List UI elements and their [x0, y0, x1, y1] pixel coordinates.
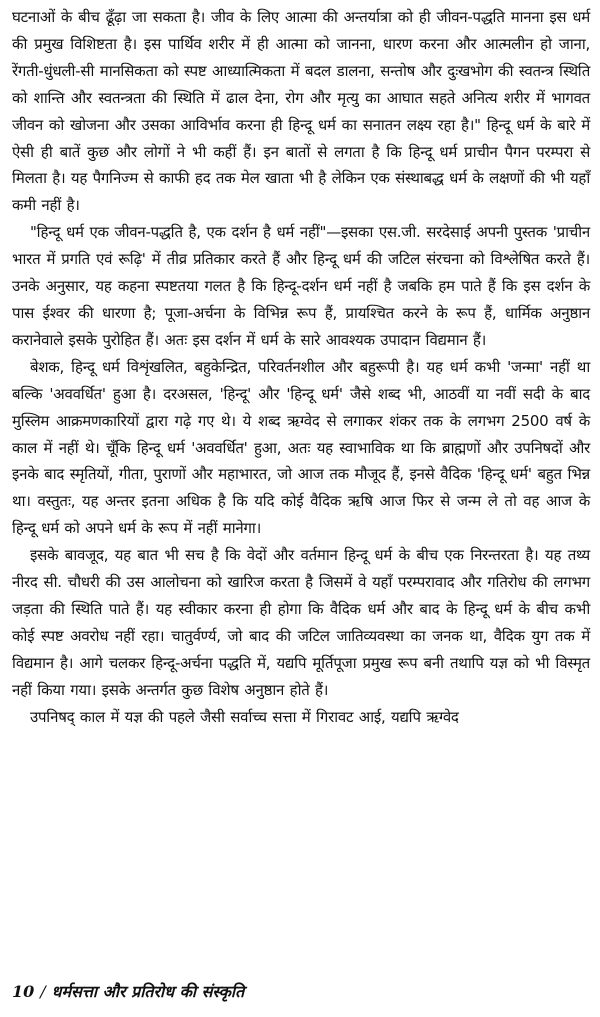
paragraph-2: "हिन्दू धर्म एक जीवन-पद्धति है, एक दर्शन है धर्म नहीं"—इसका एस.जी. सरदेसाई अपनी पुस्तक 'प्राचीन भारत में प्रगति एवं रूढ़ि' में तीव्र प्रतिकार करते हैं और हिन्दू धर्म की जटिल संरचना को विश्लेषित करते हैं। उनके अनुसार, यह कहना स्पष्टतया गलत है कि हिन्दू-दर्शन धर्म नहीं है जबकि हम पाते हैं कि इस दर्शन के पास ईश्वर की धारणा है; पूजा-अर्चना के विभिन्न रूप हैं, प्रायश्चित करने के रूप हैं, धार्मिक अनुष्ठान करानेवाले इसके पुरोहित हैं। अतः इस दर्शन में धर्म के सारे आवश्यक उपादान विद्यमान हैं।: [12, 223, 590, 349]
paragraph-1: घटनाओं के बीच ढूँढ़ा जा सकता है। जीव के लिए आत्मा की अन्तर्यात्रा को ही जीवन-पद्धति मानना इस धर्म की प्रमुख विशिष्टता है। इस पार्थिव शरीर में ही आत्मा को जानना, धारण करना और आत्मलीन हो जाना, रेंगती-धुंधली-सी मानसिकता को स्पष्ट आध्यात्मिकता में बदल डालना, सन्तोष और दुःखभोग की स्वतन्त्र स्थिति को शान्ति और स्वतन्त्रता की स्थिति में ढाल देना, रोग और मृत्यु का आघात सहते अनित्य शरीर में भागवत जीवन को खोजना और उसका आविर्भाव करना ही हिन्दू धर्म का सनातन लक्ष्य रहा है।" हिन्दू धर्म के बारे में ऐसी ही बातें कुछ और लोगों ने भी कहीं हैं। इन बातों से लगता है कि हिन्दू धर्म प्राचीन पैगन परम्परा से मिलता है। यह पैगनिज्म से काफी हद तक मेल खाता भी है लेकिन एक संस्थाबद्ध धर्म के लक्षणों की भी यहाँ कमी नहीं है।: [12, 8, 590, 215]
paragraph-3: बेशक, हिन्दू धर्म विशृंखलित, बहुकेन्द्रित, परिवर्तनशील और बहुरूपी है। यह धर्म कभी 'जन्मा' नहीं था बल्कि 'अववर्धित' हुआ है। दरअसल, 'हिन्दू' और 'हिन्दू धर्म' जैसे शब्द भी, आठवीं या नवीं सदी के बाद मुस्लिम आक्रमणकारियों द्वारा गढ़े गए थे। ये शब्द ऋग्वेद से लगाकर शंकर तक के लगभग 2500 वर्ष के काल में नहीं थे। चूँकि हिन्दू धर्म 'अववर्धित' हुआ, अतः यह स्वाभाविक था कि ब्राह्मणों और उपनिषदों और इनके बाद स्मृतियों, गीता, पुराणों और महाभारत, जो आज तक मौजूद हैं, इनसे वैदिक 'हिन्दू धर्म' बहुत भिन्न था। वस्तुतः, यह अन्तर इतना अधिक है कि यदि कोई वैदिक ऋषि आज फिर से जन्म ले तो वह आज के हिन्दू धर्म को अपने धर्म के रूप में नहीं मानेगा।: [12, 357, 590, 538]
paragraph-4: इसके बावजूद, यह बात भी सच है कि वेदों और वर्तमान हिन्दू धर्म के बीच एक निरन्तरता है। यह तथ्य नीरद सी. चौधरी की उस आलोचना को खारिज करता है जिसमें वे यहाँ परम्परावाद और गतिरोध की लगभग जड़ता की स्थिति पाते हैं। यह स्वीकार करना ही होगा कि वैदिक धर्म और बाद के हिन्दू धर्म के बीच कभी कोई स्पष्ट अवरोध नहीं रहा। चातुर्वर्ण्य, जो बाद की जटिल जातिव्यवस्था का जनक था, वैदिक युग तक में विद्यमान है। आगे चलकर हिन्दू-अर्चना पद्धति में, यद्यपि मूर्तिपूजा प्रमुख रूप बनी तथापि यज्ञ को भी विस्मृत नहीं किया गया। इसके अन्तर्गत कुछ विशेष अनुष्ठान होते हैं।: [12, 546, 590, 699]
page-number: 10: [12, 982, 35, 1001]
page-footer: [12, 980, 244, 1002]
footer-separator: /: [40, 982, 46, 1001]
book-title: धर्मसत्ता और प्रतिरोध की संस्कृति: [51, 982, 245, 1001]
page-body: [12, 4, 590, 730]
paragraph-5: उपनिषद् काल में यज्ञ की पहले जैसी सर्वाच्च सत्ता में गिरावट आई, यद्यपि ऋग्वेद: [30, 707, 459, 726]
